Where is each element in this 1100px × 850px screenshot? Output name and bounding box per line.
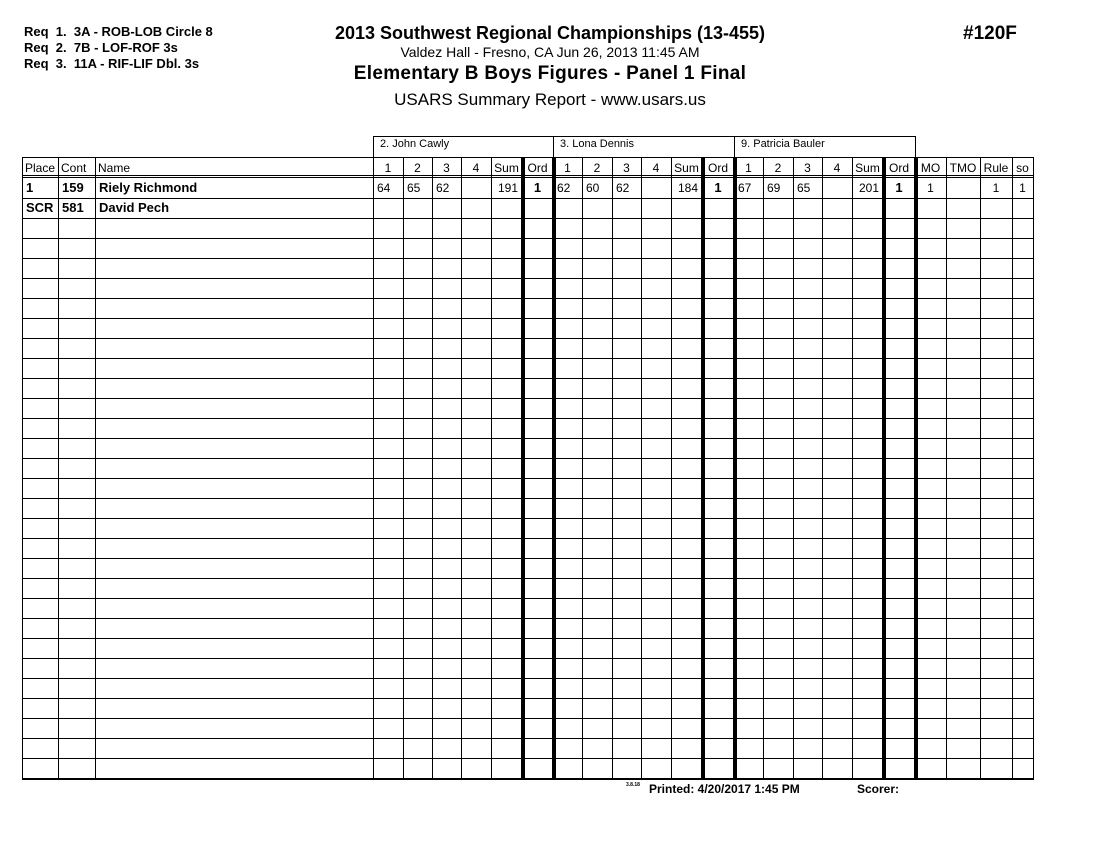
grid-line <box>641 157 642 780</box>
column-header-judge2-sum: Sum <box>674 161 699 175</box>
grid-line <box>582 157 583 780</box>
column-header-judge2-3: 3 <box>623 161 630 175</box>
version-label: 3.8.18 <box>626 782 640 788</box>
row-judge2-s3: 62 <box>616 181 630 195</box>
column-header-judge3-2: 2 <box>774 161 782 175</box>
row-rule <box>980 198 1012 218</box>
grid-line <box>671 157 672 780</box>
judge-header-3: 9. Patricia Bauler <box>741 138 825 150</box>
row-judge2-s4 <box>641 198 671 218</box>
column-header-place: Place <box>25 161 56 175</box>
requirement-1: Req 1. 3A - ROB-LOB Circle 8 <box>24 24 213 39</box>
column-header-judge3-3: 3 <box>804 161 811 175</box>
row-judge3-ord: 1 <box>895 180 903 195</box>
column-header-judge2-2: 2 <box>593 161 601 175</box>
venue-datetime: Valdez Hall - Fresno, CA Jun 26, 2013 11:45 AM <box>400 44 700 60</box>
grid-line <box>946 157 947 780</box>
competition-title: 2013 Southwest Regional Championships (13-455) <box>334 23 766 43</box>
row-judge3-sum: 201 <box>858 181 879 195</box>
row-judge3-s4 <box>822 198 852 218</box>
row-judge2-s4 <box>641 178 671 198</box>
judge-header-1: 2. John Cawly <box>380 138 450 150</box>
row-mo <box>915 198 946 218</box>
column-header-judge3-1: 1 <box>745 161 752 175</box>
grid-line <box>432 157 433 780</box>
printed-timestamp: Printed: 4/20/2017 1:45 PM <box>649 782 800 796</box>
row-judge3-s3 <box>793 198 822 218</box>
column-header-judge3-ord: Ord <box>888 161 909 175</box>
column-header-judge2-1: 1 <box>564 161 571 175</box>
grid-line <box>822 157 823 780</box>
row-rule: 1 <box>992 181 1000 195</box>
row-judge1-s4 <box>461 198 491 218</box>
event-number: #120F <box>963 23 1017 44</box>
row-judge2-sum <box>671 198 702 218</box>
judge-header-2: 3. Lona Dennis <box>560 138 634 150</box>
grid-line <box>612 157 613 780</box>
grid-line <box>1012 157 1013 780</box>
requirement-3: Req 3. 11A - RIF-LIF Dbl. 3s <box>24 56 200 71</box>
column-header-judge1-sum: Sum <box>494 161 519 175</box>
row-judge2-s1 <box>553 198 582 218</box>
column-header-judge1-ord: Ord <box>527 161 548 175</box>
row-skater-name: David Pech <box>99 200 170 215</box>
report-title: USARS Summary Report - www.usars.us <box>394 90 706 109</box>
grid-line <box>852 157 853 780</box>
row-judge1-ord: 1 <box>533 180 542 195</box>
grid-line <box>733 157 737 780</box>
row-judge1-s2 <box>403 198 432 218</box>
row-contestant-number: 581 <box>62 200 84 215</box>
grid-line <box>491 157 492 780</box>
grid-line <box>373 157 374 780</box>
row-judge3-s2 <box>763 198 793 218</box>
column-header-cont: Cont <box>61 161 87 175</box>
row-place: SCR <box>26 200 54 215</box>
grid-line <box>793 157 794 780</box>
row-judge1-s4 <box>461 178 491 198</box>
column-header-mo: MO <box>920 161 941 175</box>
row-judge2-s2: 60 <box>586 181 600 195</box>
column-header-name: Name <box>98 161 131 175</box>
column-header-judge1-2: 2 <box>414 161 421 175</box>
grid-line <box>95 157 96 780</box>
row-judge1-s3: 62 <box>436 181 450 195</box>
row-judge3-s1 <box>734 198 763 218</box>
row-place: 1 <box>26 180 34 195</box>
grid-line <box>521 157 525 780</box>
row-judge2-s2 <box>582 198 612 218</box>
row-judge3-s3: 65 <box>797 181 811 195</box>
column-header-judge1-1: 1 <box>384 161 392 175</box>
row-judge2-s1: 62 <box>557 181 571 195</box>
grid-line <box>763 157 764 780</box>
row-judge3-s2: 69 <box>767 181 781 195</box>
row-judge3-s1: 67 <box>738 181 752 195</box>
grid-line <box>701 157 705 780</box>
grid-line <box>1033 157 1034 780</box>
row-judge1-s2: 65 <box>407 181 421 195</box>
column-header-judge1-3: 3 <box>443 161 450 175</box>
grid-line <box>22 157 23 780</box>
grid-line <box>882 157 886 780</box>
row-judge1-ord <box>522 198 553 218</box>
row-judge3-ord <box>883 198 915 218</box>
column-header-judge2-ord: Ord <box>707 161 728 175</box>
column-header-tmo: TMO <box>949 161 977 175</box>
row-judge2-sum: 184 <box>677 181 698 195</box>
row-tmo <box>946 198 980 218</box>
row-skater-name: Riely Richmond <box>99 180 198 195</box>
row-judge1-s3 <box>432 198 461 218</box>
row-judge1-s1: 64 <box>377 181 391 195</box>
row-judge2-s3 <box>612 198 641 218</box>
row-mo: 1 <box>927 181 934 195</box>
row-judge2-ord: 1 <box>714 180 722 195</box>
row-judge2-ord <box>702 198 734 218</box>
row-tmo <box>946 178 980 198</box>
row-so <box>1012 198 1033 218</box>
requirement-2: Req 2. 7B - LOF-ROF 3s <box>24 40 178 55</box>
grid-line <box>58 157 59 780</box>
row-judge3-s4 <box>822 178 852 198</box>
column-header-judge3-4: 4 <box>833 161 841 175</box>
grid-line <box>915 136 916 157</box>
scorer-label: Scorer: <box>857 782 900 796</box>
column-header-rule: Rule <box>983 161 1009 175</box>
grid-line <box>552 157 556 780</box>
grid-line <box>980 157 981 780</box>
row-judge3-sum <box>852 198 883 218</box>
row-judge1-sum <box>491 198 522 218</box>
event-title: Elementary B Boys Figures - Panel 1 Final <box>353 63 747 84</box>
column-header-so: so <box>1016 161 1029 175</box>
row-judge1-sum: 191 <box>497 181 518 195</box>
row-contestant-number: 159 <box>62 180 84 195</box>
grid-line <box>403 157 404 780</box>
column-header-judge3-sum: Sum <box>855 161 880 175</box>
grid-line <box>461 157 462 780</box>
row-so: 1 <box>1019 181 1026 195</box>
row-judge1-s1 <box>373 198 403 218</box>
column-header-judge1-4: 4 <box>472 161 480 175</box>
grid-line <box>914 157 918 780</box>
column-header-judge2-4: 4 <box>652 161 660 175</box>
